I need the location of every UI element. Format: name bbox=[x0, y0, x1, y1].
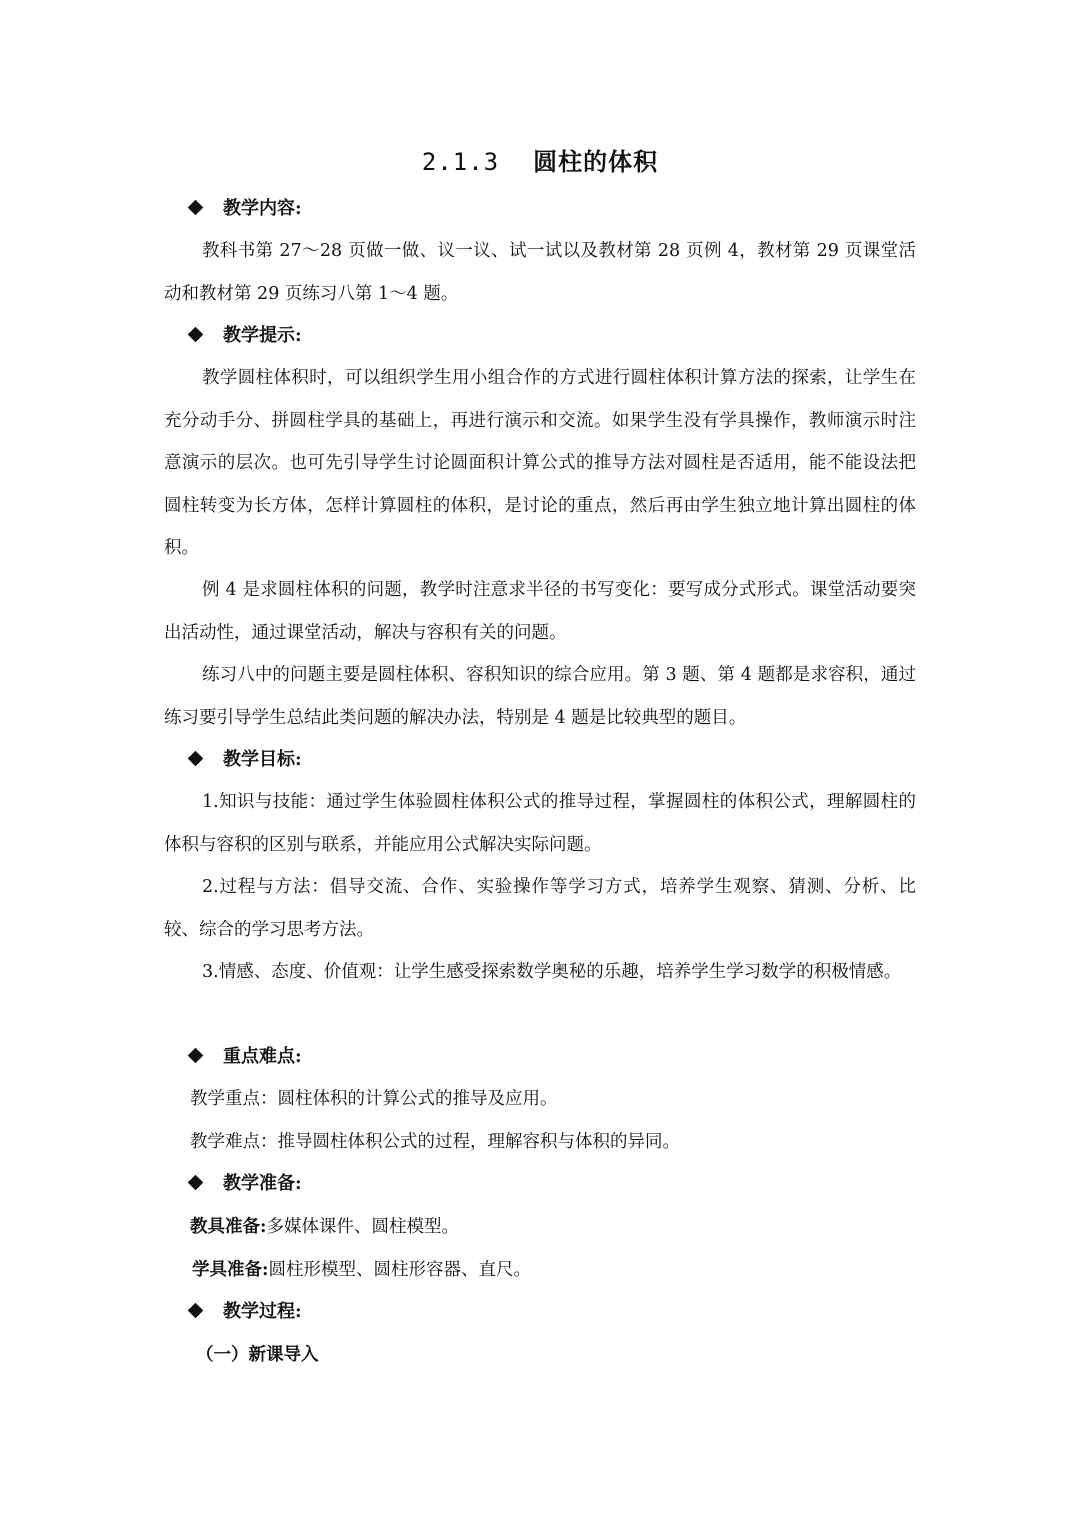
section-number: 2.1.3 bbox=[421, 148, 500, 176]
student-prep-text: 圆柱形模型、圆柱形容器、直尺。 bbox=[268, 1260, 531, 1280]
diamond-bullet-icon bbox=[188, 1048, 204, 1064]
page-title bbox=[0, 142, 1080, 177]
difficult-point-line: 教学难点：推导圆柱体积公式的过程，理解容积与体积的异同。 bbox=[190, 1132, 680, 1152]
diamond-bullet-icon bbox=[188, 200, 204, 216]
diamond-bullet-icon bbox=[188, 751, 204, 767]
student-prep-label: 学具准备: bbox=[192, 1260, 269, 1280]
diamond-bullet-icon bbox=[188, 1175, 204, 1191]
teacher-prep-line bbox=[190, 1213, 459, 1241]
teacher-prep-text: 多媒体课件、圆柱模型。 bbox=[266, 1217, 459, 1237]
title-text: 圆柱的体积 bbox=[533, 147, 659, 176]
process-subheading: （一）新课导入 bbox=[196, 1345, 319, 1365]
hint-paragraph-3: 练习八中的问题主要是圆柱体积、容积知识的综合应用。第 3 题、第 4 题都是求容积，通过练习要引导学生总结此类问题的解决办法，特别是 4 题是比较典型的题目。 bbox=[164, 665, 916, 728]
goal-item-3: 3.情感、态度、价值观：让学生感受探索数学奥秘的乐趣，培养学生学习数学的积极情感。 bbox=[202, 962, 902, 982]
key-point-line: 教学重点：圆柱体积的计算公式的推导及应用。 bbox=[190, 1089, 558, 1109]
heading-preparation: 教学准备: bbox=[190, 1170, 302, 1198]
goal-item-2: 2.过程与方法：倡导交流、合作、实验操作等学习方式，培养学生观察、猜测、分析、比较、综合的学习思考方法。 bbox=[164, 877, 916, 940]
heading-key-points: 重点难点: bbox=[190, 1043, 302, 1071]
content-paragraph: 教科书第 27～28 页做一做、议一议、试一试以及教材第 28 页例 4，教材第 29 页课堂活动和教材第 29 页练习八第 1～4 题。 bbox=[164, 241, 916, 304]
heading-content: 教学内容: bbox=[190, 195, 302, 223]
teacher-prep-label: 教具准备: bbox=[190, 1217, 267, 1237]
diamond-bullet-icon bbox=[188, 1303, 204, 1319]
heading-hint: 教学提示: bbox=[190, 322, 302, 350]
hint-paragraph-1: 教学圆柱体积时，可以组织学生用小组合作的方式进行圆柱体积计算方法的探索，让学生在充分动手分、拼圆柱学具的基础上，再进行演示和交流。如果学生没有学具操作，教师演示时注意演示的层次。也可先引导学生讨论圆面积计算公式的推导方法对圆柱是否适用，能不能设法把圆柱转变为长方体，怎样计算圆柱的体积，是讨论的重点，然后再由学生独立地计算出圆柱的体积。 bbox=[164, 368, 916, 558]
heading-goals: 教学目标: bbox=[190, 746, 302, 774]
heading-process: 教学过程: bbox=[190, 1298, 302, 1326]
goal-item-1: 1.知识与技能：通过学生体验圆柱体积公式的推导过程，掌握圆柱的体积公式，理解圆柱的体积与容积的区别与联系，并能应用公式解决实际问题。 bbox=[164, 792, 916, 855]
hint-paragraph-2: 例 4 是求圆柱体积的问题，教学时注意求半径的书写变化：要写成分式形式。课堂活动要突出活动性，通过课堂活动，解决与容积有关的问题。 bbox=[164, 580, 916, 643]
student-prep-line bbox=[192, 1256, 531, 1284]
diamond-bullet-icon bbox=[188, 327, 204, 343]
